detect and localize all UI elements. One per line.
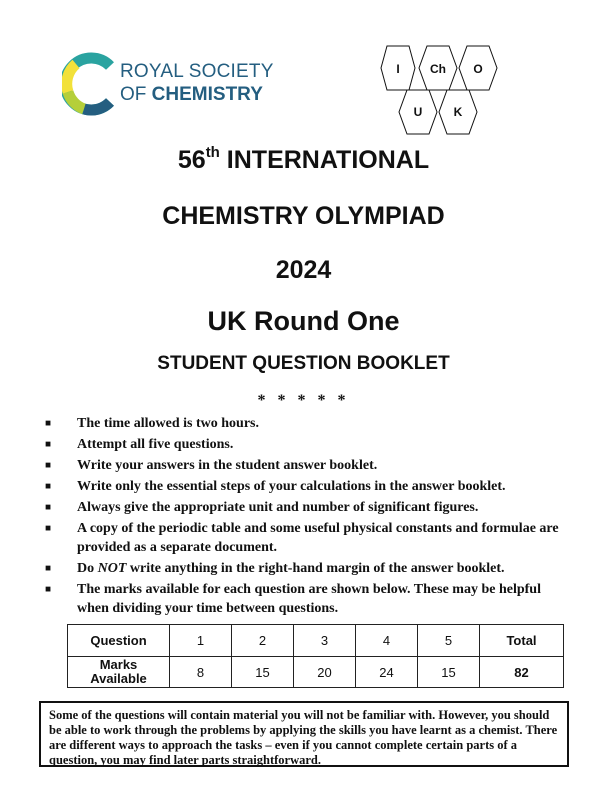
bullet-icon: ■ <box>45 418 52 429</box>
title-line1: 56th INTERNATIONAL <box>177 144 430 174</box>
instruction-item: ■ A copy of the periodic table and some useful physical constants and formulae are provided as a separate document. <box>45 521 559 555</box>
question-row <box>68 625 564 657</box>
instruction-item: ■ Write your answers in the student answer booklet. <box>45 458 378 473</box>
instructions-list <box>45 414 565 620</box>
rsc-logo-line1: ROYAL SOCIETY <box>120 61 274 82</box>
question-number: 4 <box>356 625 418 657</box>
question-number: 5 <box>418 625 480 657</box>
bullet-icon: ■ <box>45 481 52 492</box>
booklet-title: STUDENT QUESTION BOOKLET <box>157 353 450 374</box>
marks-value: 15 <box>418 657 480 688</box>
question-number: 2 <box>232 625 294 657</box>
rsc-logo-line2: OF CHEMISTRY <box>120 84 263 105</box>
instruction-item: ■ The time allowed is two hours. <box>45 416 259 431</box>
hex-letter-k: K <box>453 105 463 119</box>
hex-letter-i: I <box>396 62 400 76</box>
instruction-item: ■ Always give the appropriate unit and number of significant figures. <box>45 500 479 515</box>
marks-value: 20 <box>294 657 356 688</box>
marks-value: 8 <box>170 657 232 688</box>
hex-letter-ch: Ch <box>430 62 446 76</box>
marks-row <box>68 657 564 688</box>
instruction-item: ■ Do NOT write anything in the right-hand margin of the answer booklet. <box>45 561 505 576</box>
marks-table <box>67 624 564 688</box>
total-header: Total <box>480 625 564 657</box>
title-line2: CHEMISTRY OLYMPIAD <box>162 202 445 230</box>
hex-letter-o: O <box>473 62 483 76</box>
icho-uk-logo <box>365 38 515 143</box>
bullet-icon: ■ <box>45 523 52 534</box>
marks-value: 24 <box>356 657 418 688</box>
bullet-icon: ■ <box>45 584 52 595</box>
instruction-item: ■ The marks available for each question are shown below. These may be helpful when dividing your time between questions. <box>45 582 541 616</box>
question-number: 1 <box>170 625 232 657</box>
bullet-icon: ■ <box>45 439 52 450</box>
notice-box: Some of the questions will contain material you will not be familiar with. However, you should be able to work through the problems by applying the skills you have learnt as a chemist. There are different ways to approach the tasks – even if you cannot complete certain parts of a question, you may find later parts straightforward. <box>39 701 569 767</box>
total-value: 82 <box>480 657 564 688</box>
bullet-icon: ■ <box>45 563 52 574</box>
stars-divider: * * * * * <box>257 392 350 409</box>
marks-value: 15 <box>232 657 294 688</box>
question-header: Question <box>68 625 170 657</box>
rsc-c-mark-icon <box>62 52 118 116</box>
rsc-logo <box>62 52 302 116</box>
title-round: UK Round One <box>207 306 400 336</box>
instruction-item: ■ Attempt all five questions. <box>45 437 234 452</box>
bullet-icon: ■ <box>45 502 52 513</box>
question-number: 3 <box>294 625 356 657</box>
instruction-item: ■ Write only the essential steps of your calculations in the answer booklet. <box>45 479 506 494</box>
title-year: 2024 <box>275 256 332 284</box>
marks-header: Marks Available <box>68 657 170 688</box>
hex-letter-u: U <box>413 105 423 119</box>
bullet-icon: ■ <box>45 460 52 471</box>
